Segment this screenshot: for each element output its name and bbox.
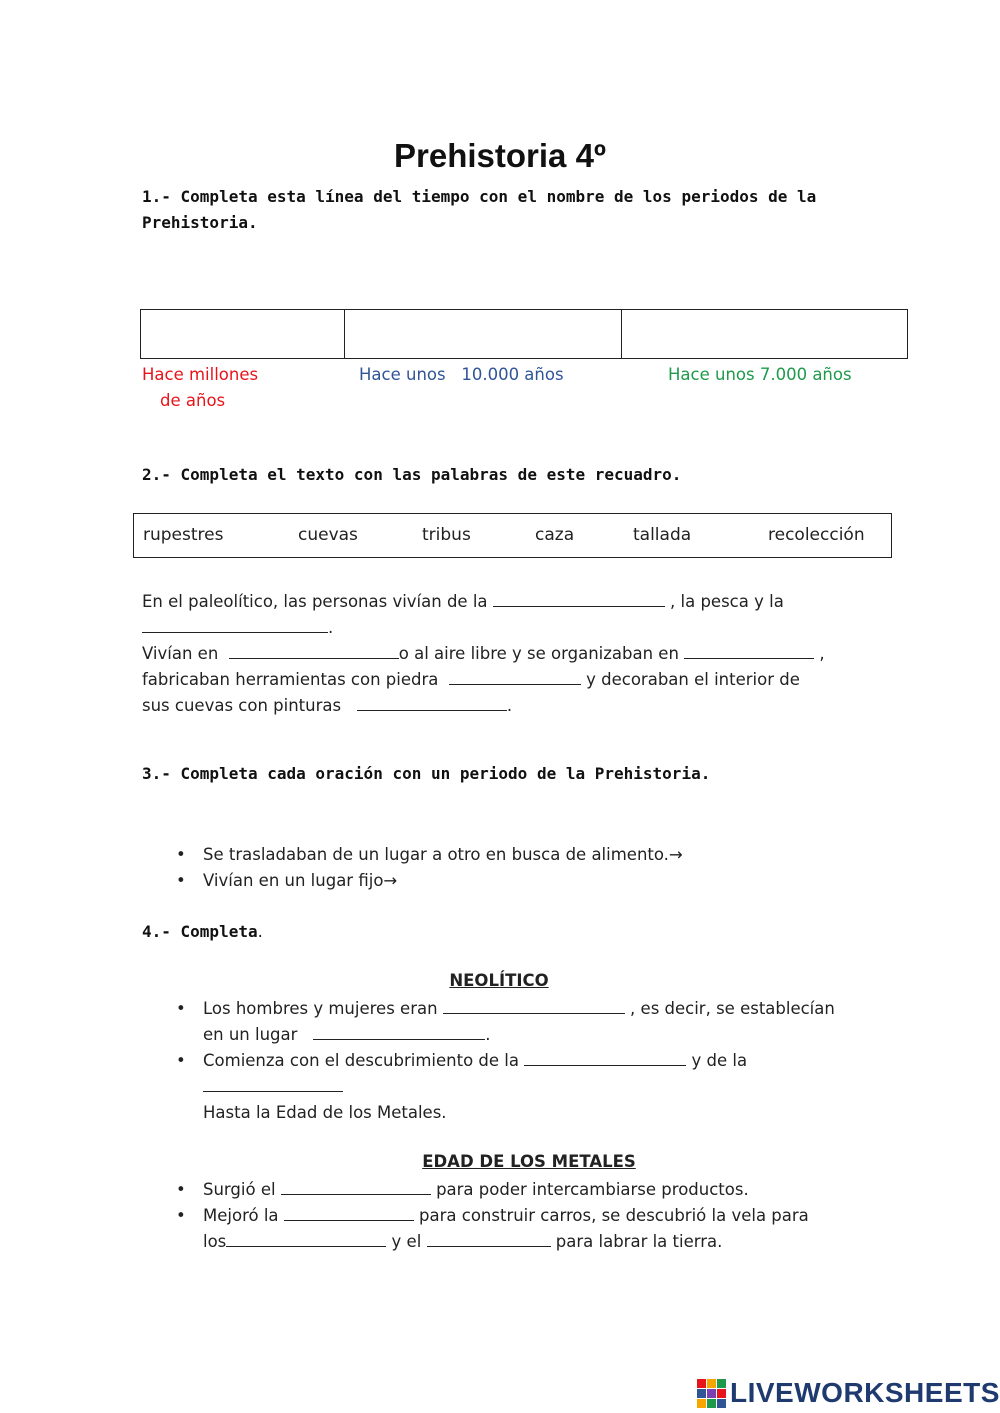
blank-tallada[interactable] xyxy=(449,670,581,685)
blank-arado[interactable] xyxy=(427,1232,551,1247)
bullet-icon: • xyxy=(176,871,186,890)
list-item xyxy=(176,1177,883,1203)
word-4: caza xyxy=(535,525,575,545)
text-fragment: y el xyxy=(391,1232,422,1251)
logo-square xyxy=(697,1389,706,1398)
question-4-heading-text: 4.- Completa xyxy=(142,922,258,941)
list-item[interactable] xyxy=(176,868,683,894)
list-item xyxy=(176,1203,883,1255)
text-fragment: Surgió el xyxy=(203,1180,276,1199)
text-fragment: En el paleolítico, las personas vivían de la xyxy=(142,592,488,611)
liveworksheets-logo-icon xyxy=(697,1379,726,1408)
word-3: tribus xyxy=(422,525,471,545)
blank-ganaderia[interactable] xyxy=(203,1077,343,1092)
blank-sedentarios[interactable] xyxy=(443,999,625,1014)
blank-rupestres[interactable] xyxy=(357,696,507,711)
question-3-list xyxy=(176,842,683,894)
text-fragment: . xyxy=(485,1025,491,1044)
blank-fijo[interactable] xyxy=(313,1025,485,1040)
text-fragment: . xyxy=(506,696,513,715)
page-title: Prehistoria 4º xyxy=(394,137,606,174)
blank-rueda[interactable] xyxy=(284,1206,414,1221)
timeline-label-1-line-2: de años xyxy=(160,391,226,410)
metales-heading: EDAD DE LOS METALES xyxy=(422,1152,636,1171)
bullet-icon: • xyxy=(176,1180,186,1199)
liveworksheets-logo-text: LIVEWORKSHEETS xyxy=(730,1377,1000,1408)
text-fragment: fabricaban herramientas con piedra xyxy=(142,670,439,689)
word-1: rupestres xyxy=(143,525,224,545)
metales-list xyxy=(176,1177,883,1255)
text-fragment: en un lugar xyxy=(203,1025,298,1044)
blank-barcos[interactable] xyxy=(226,1232,386,1247)
timeline-box-3[interactable] xyxy=(622,310,907,358)
text-fragment: Comienza con el descubrimiento de la xyxy=(203,1051,519,1070)
timeline-label-1-line-1: Hace millones xyxy=(142,365,259,384)
text-fragment: , xyxy=(819,644,825,663)
blank-caza[interactable] xyxy=(493,592,665,607)
text-fragment: y de la xyxy=(691,1051,748,1070)
bullet-icon: • xyxy=(176,1206,186,1225)
text-fragment: para construir carros, se descubrió la vela para xyxy=(419,1206,809,1225)
neolitico-list xyxy=(176,996,883,1126)
logo-square xyxy=(697,1399,706,1408)
word-5: tallada xyxy=(633,525,692,545)
word-2: cuevas xyxy=(298,525,358,545)
word-box xyxy=(133,513,892,558)
bullet-icon: • xyxy=(176,845,186,864)
list-item[interactable] xyxy=(176,842,683,868)
bullet-icon: • xyxy=(176,999,186,1018)
text-fragment: para poder intercambiarse productos. xyxy=(436,1180,749,1199)
question-1-heading xyxy=(142,184,816,236)
logo-square xyxy=(717,1399,726,1408)
timeline-box-1[interactable] xyxy=(141,310,345,358)
text-fragment: Hasta la Edad de los Metales. xyxy=(203,1103,447,1122)
logo-square xyxy=(717,1389,726,1398)
timeline-label-3: Hace unos 7.000 años xyxy=(668,365,852,384)
text-fragment: , la pesca y la xyxy=(670,592,784,611)
question-2-heading: 2.- Completa el texto con las palabras de este recuadro. xyxy=(142,465,682,484)
blank-tribus[interactable] xyxy=(684,644,814,659)
logo-square xyxy=(707,1389,716,1398)
text-fragment: y decoraban el interior de xyxy=(586,670,800,689)
question-1-line-1: 1.- Completa esta línea del tiempo con el nombre de los periodos de la xyxy=(142,187,817,206)
list-item-text: Se trasladaban de un lugar a otro en busca de alimento.→ xyxy=(203,845,683,864)
timeline-label-2: Hace unos 10.000 años xyxy=(359,365,564,384)
question-1-line-2: Prehistoria. xyxy=(142,213,258,232)
text-fragment: Los hombres y mujeres eran xyxy=(203,999,438,1018)
list-item-text: Vivían en un lugar fijo→ xyxy=(203,871,398,890)
question-3-heading: 3.- Completa cada oración con un periodo de la Prehistoria. xyxy=(142,764,711,783)
word-6: recolección xyxy=(768,525,865,545)
timeline-box-2[interactable] xyxy=(345,310,622,358)
blank-comercio[interactable] xyxy=(281,1180,431,1195)
text-fragment: Mejoró la xyxy=(203,1206,279,1225)
text-fragment: , es decir, se establecían xyxy=(630,999,835,1018)
text-fragment: Vivían en xyxy=(142,644,219,663)
logo-square xyxy=(707,1379,716,1388)
liveworksheets-logo[interactable] xyxy=(697,1378,1000,1408)
logo-square xyxy=(707,1399,716,1408)
text-fragment: sus cuevas con pinturas xyxy=(142,696,342,715)
text-fragment: o al aire libre y se organizaban en xyxy=(398,644,679,663)
text-fragment: los xyxy=(203,1232,227,1251)
list-item xyxy=(176,1048,883,1126)
timeline-boxes xyxy=(140,309,908,359)
blank-cuevas[interactable] xyxy=(229,644,399,659)
logo-square xyxy=(697,1379,706,1388)
blank-recoleccion[interactable] xyxy=(142,618,328,633)
question-4-heading-dot: . xyxy=(257,922,263,941)
neolitico-title: NEOLÍTICO xyxy=(449,971,549,990)
question-4-heading xyxy=(142,919,263,945)
text-fragment: . xyxy=(328,618,334,637)
neolitico-heading xyxy=(0,971,1000,990)
text-fragment: para labrar la tierra. xyxy=(555,1232,723,1251)
timeline-label-1 xyxy=(142,362,258,414)
bullet-icon: • xyxy=(176,1051,186,1070)
question-2-paragraph xyxy=(142,589,872,719)
blank-agricultura[interactable] xyxy=(524,1051,686,1066)
list-item xyxy=(176,996,883,1048)
logo-square xyxy=(717,1379,726,1388)
